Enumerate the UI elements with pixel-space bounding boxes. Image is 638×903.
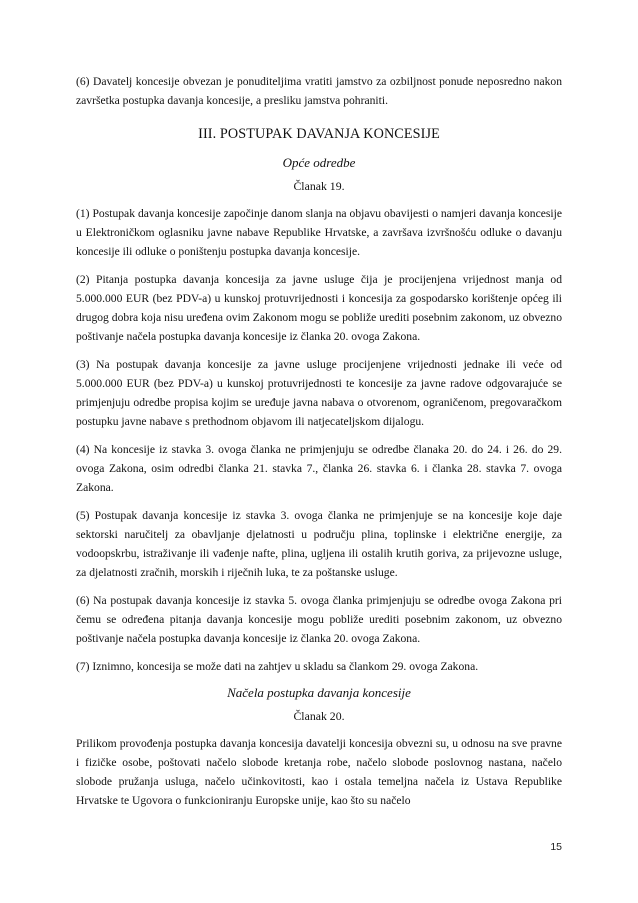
article-19-paragraph-5: (5) Postupak davanja koncesije iz stavka 3. ovoga članka ne primjenjuje se na koncesije koje daje sektorski naručitelj za obavljanje djelatnosti u području plina, toplinske i električne energije, za vodoopskrbu, istraživanje ili vađenje nafte, plina, ugljena ili ostalih krutih goriva, za prijevozne usluge, za djelatnosti zračnih, morskih i riječnih luka, te za poštanske usluge. [76,509,562,579]
article-19-paragraph-7: (7) Iznimno, koncesija se može dati na zahtjev u skladu sa člankom 29. ovoga Zakona. [76,660,479,673]
section-subheading-principles: Načela postupka davanja koncesije [227,685,411,700]
article-19-paragraph-1: (1) Postupak davanja koncesije započinje danom slanja na objavu obavijesti o namjeri davanja koncesije u Elektroničkom oglasniku javne nabave Republike Hrvatske, a završava izvršnošću odluke o davanju koncesije ili odluke o poništenju postupka davanja koncesije. [76,207,562,258]
paragraph-6-guarantee-return: (6) Davatelj koncesije obvezan je ponuditeljima vratiti jamstvo za ozbiljnost ponude neposredno nakon završetka postupka davanja koncesije, a presliku jamstva pohraniti. [76,75,562,107]
page-content [76,72,562,819]
article-19-paragraph-6: (6) Na postupak davanja koncesije iz stavka 5. ovoga članka primjenjuju se odredbe ovoga Zakona pri čemu se određena pitanja davanja koncesije mogu pobliže urediti posebnim zakonom, uz obvezno poštivanje načela postupka davanja koncesije iz članka 20. ovoga Zakona. [76,594,562,645]
article-19-paragraph-4: (4) Na koncesije iz stavka 3. ovoga članka ne primjenjuju se odredbe članaka 20. do 24. i 26. do 29. ovoga Zakona, osim odredbi članka 21. stavka 7., članka 26. stavka 6. i članka 28. stavka 7. ovoga Zakona. [76,443,562,494]
article-19-paragraph-2: (2) Pitanja postupka davanja koncesija za javne usluge čija je procijenjena vrijednost manja od 5.000.000 EUR (bez PDV-a) u kunskoj protuvrijednosti i koncesija za gospodarsko korištenje općeg ili drugog dobra koja nisu uređena ovim Zakonom mogu se pobliže urediti posebnim zakonom, uz obvezno poštivanje načela postupka davanja koncesije iz članka 20. ovoga Zakona. [76,273,562,343]
chapter-title: III. POSTUPAK DAVANJA KONCESIJE [198,126,440,142]
page-number: 15 [550,841,562,853]
article-20-paragraph-1: Prilikom provođenja postupka davanja koncesija davatelji koncesija obvezni su, u odnosu na sve pravne i fizičke osobe, poštovati načelo slobode kretanja robe, načelo slobode poslovnog nastana, načelo slobode pružanja usluga, načelo učinkovitosti, kao i ostala temeljna načela iz Ustava Republike Hrvatske te Ugovora o funkcioniranju Europske unije, kao što su načelo [76,737,562,807]
article-19-paragraph-3: (3) Na postupak davanja koncesije za javne usluge procijenjene vrijednosti jednake ili veće od 5.000.000 EUR (bez PDV-a) u kunskoj protuvrijednosti te koncesije za javne radove odgovarajuće se primjenjuju odredbe propisa kojim se uređuje javna nabava o otvorenom, ograničenom, pregovaračkom postupku javne nabave s prethodnom objavom ili natjecateljskom dijalogu. [76,358,562,428]
article-19-heading: Članak 19. [293,179,345,193]
article-20-heading: Članak 20. [293,709,345,723]
section-subheading-general-provisions: Opće odredbe [282,155,356,170]
